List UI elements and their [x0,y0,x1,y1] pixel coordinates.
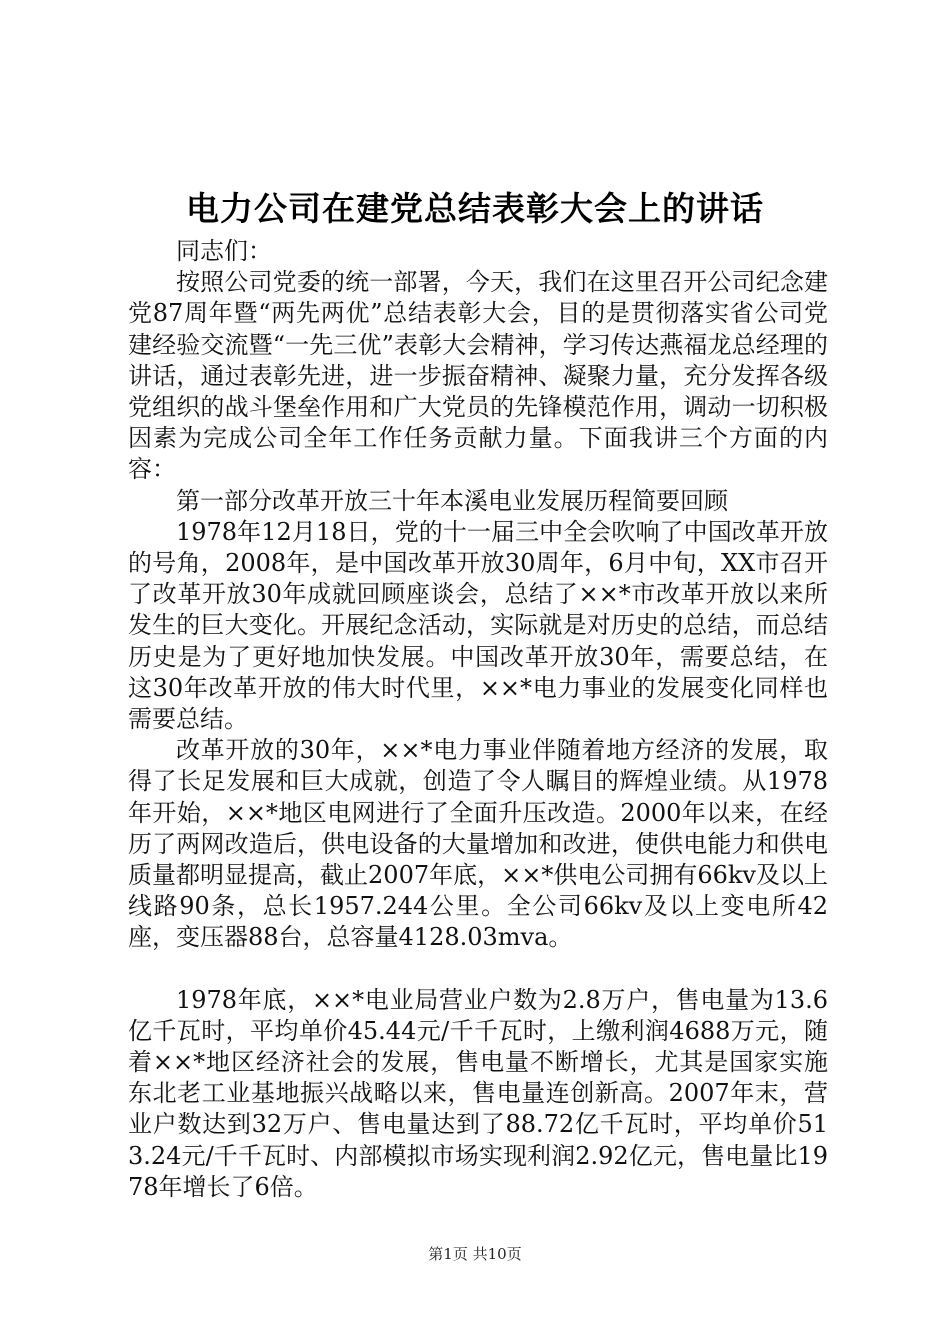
body-paragraph: 1978年底，××*电业局营业户数为2.8万户，售电量为13.6亿千瓦时，平均单价45.44元/千千瓦时，上缴利润4688万元，随着××*地区经济社会的发展，售电量不断增长，尤其是国家实施东北老工业基地振兴战略以来，售电量连创新高。2007年末，营业户数达到32万户、售电量达到了88.72亿千瓦时，平均单价513.24元/千千瓦时、内部模拟市场实现利润2.92亿元，售电量比1978年增长了6倍。 [128,985,828,1201]
intro-paragraph: 按照公司党委的统一部署，今天，我们在这里召开公司纪念建党87周年暨“两先两优”总结表彰大会，目的是贯彻落实省公司党建经验交流暨“一先三优”表彰大会精神，学习传达燕福龙总经理的讲话，通过表彰先进，进一步振奋精神、凝聚力量，充分发挥各级党组织的战斗堡垒作用和广大党员的先锋模范作用，调动一切积极因素为完成公司全年工作任务贡献力量。下面我讲三个方面的内容： [128,268,828,484]
salutation-paragraph: 同志们： [176,237,272,265]
body-paragraph: 改革开放的30年，××*电力事业伴随着地方经济的发展，取得了长足发展和巨大成就，创造了令人瞩目的辉煌业绩。从1978年开始，××*地区电网进行了全面升压改造。2000年以来，在经历了两网改造后，供电设备的大量增加和改进，使供电能力和供电质量都明显提高，截止2007年底，××*供电公司拥有66kv及以上线路90条，总长1957.244公里。全公司66kv及以上变电所42座，变压器88台，总容量4128.03mva。 [128,736,828,952]
document-body [128,236,828,1203]
document-title: 电力公司在建党总结表彰大会上的讲话 [186,189,764,228]
page-number-footer: 第1页 共10页 [428,1245,522,1263]
section-heading: 第一部分改革开放三十年本溪电业发展历程简要回顾 [176,486,728,515]
body-paragraph: 1978年12月18日，党的十一届三中全会吹响了中国改革开放的号角，2008年，是中国改革开放30周年，6月中旬，XX市召开了改革开放30年成就回顾座谈会，总结了××*市改革开放以来所发生的巨大变化。开展纪念活动，实际就是对历史的总结，而总结历史是为了更好地加快发展。中国改革开放30年，需要总结，在这30年改革开放的伟大时代里，××*电力事业的发展变化同样也需要总结。 [128,517,828,734]
